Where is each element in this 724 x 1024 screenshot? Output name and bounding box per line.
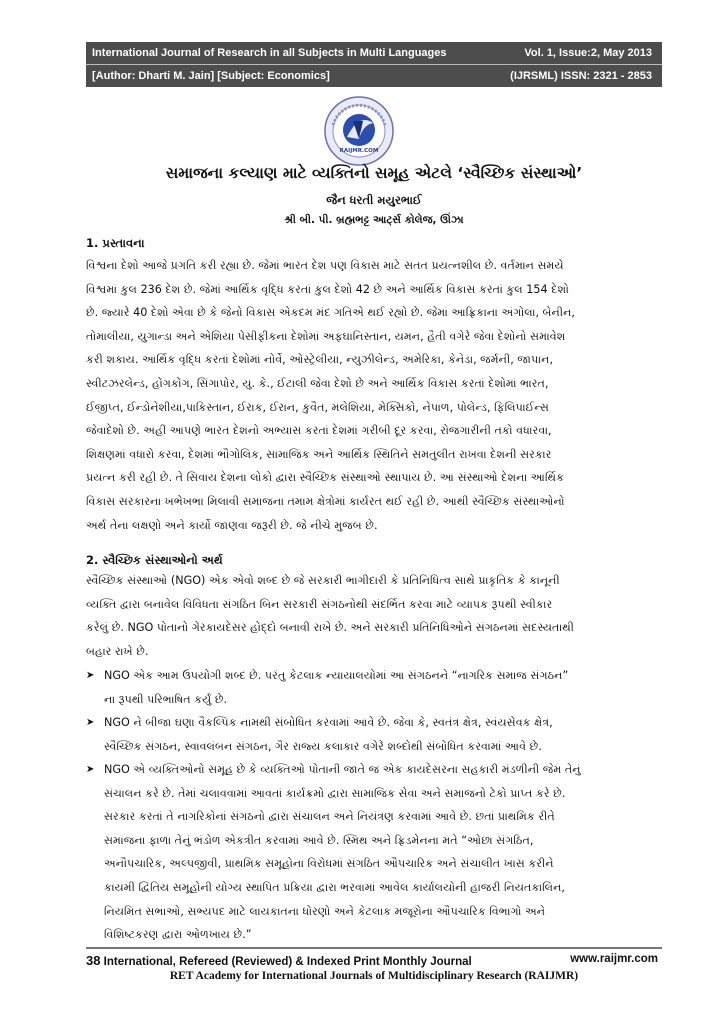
raijmr-seal-logo-icon: [323, 95, 395, 167]
text-line: [86, 711, 662, 735]
line-text: ઈજીપ્ત, ઈન્ડોનેશીયા,પાકિસ્તાન, ઈરાક, ઈરાન, કુવૈત, મલેશિયા, મેક્સિકો, નેપાળ, પોલેન્ડ, ફિલિપાઈન્સ: [86, 400, 549, 414]
page-number: 38: [86, 953, 101, 968]
bullet-arrow-icon: ➤: [86, 670, 95, 681]
text-line: [86, 419, 662, 443]
logo-text: RAIJMR.COM: [339, 148, 379, 154]
journal-header-banner: [86, 42, 662, 87]
journal-name: International Journal of Research in all Subjects in Multi Languages: [92, 47, 447, 59]
line-text: ના રૂપથી પરિભાષિત કર્યું છે.: [104, 692, 228, 706]
bullet-item: [86, 758, 662, 947]
text-line: [86, 301, 662, 325]
text-line: [86, 348, 662, 372]
section-heading-meaning: 2. સ્વૈચ્છિક સંસ્થાઓનો અર્થ: [86, 553, 223, 567]
paper-author: જૈન ધરતી મયુરભાઈ: [326, 193, 422, 207]
text-line: [86, 829, 662, 853]
text-line: [86, 569, 662, 593]
line-text: સ્વૈચ્છિક સંગઠન, સ્વાવલંબન સંગઠન, ગૈર રાજ્ય કલાકાર વગેરે શબ્દોથી સંબોધિત કરવામાં આવે છે.: [104, 739, 542, 753]
issn: (IJRSML) ISSN: 2321 - 2853: [510, 70, 652, 82]
meaning-paragraph: [86, 569, 662, 663]
line-text: છે. જ્યારે 40 દેશો એવા છે કે જેનો વિકાસ એકદમ મંદ ગતિએ થઈ રહ્યો છે. જેમાં આફ્રિકાના અંગોલા, બેનીન,: [86, 306, 575, 320]
text-line: [86, 852, 662, 876]
line-text: કાયમી દ્વિતિય સમૂહોની યોગ્ય સ્થાપિત પ્રક્રિયા દ્વારા ભરવામાં આવેલ કાર્યાલયોની હાજરી નિયતકાલિન,: [104, 880, 565, 894]
line-text: વ્યક્તિ દ્વારા બનાવેલ વિવિધતા સંગઠિત બિન સરકારી સંગઠનોથી સંદર્ભિત કરવા માટે વ્યાપક રૂપથી સ્વીકાર: [86, 597, 553, 611]
text-line: [86, 640, 662, 664]
line-text: વિશ્વના દેશો આજે પ્રગતિ કરી રહ્યા છે. જેમાં ભારત દેશ પણ વિકાસ માટે સતત પ્રયત્નશીલ છે. વર્તમાન સમયે: [86, 259, 564, 272]
footer-journal-line: [86, 953, 662, 968]
footer-divider: [86, 947, 662, 949]
line-text: વિશિષ્ટકરણ દ્વારા ઓળખાય છે.”: [104, 928, 252, 942]
section-heading-introduction: 1. પ્રસ્તાવના: [86, 236, 145, 250]
line-text: NGO એક આમ ઉપયોગી શબ્દ છે. પરંતુ કેટલાક ન્યાયાલયોમાં આ સંગઠનને “નાગરિક સમાજ સંગઠન”: [104, 669, 569, 682]
line-text: પ્રયત્ન કરી રહી છે. તે સિવાય દેશના લોકો દ્વારા સ્વૈચ્છિક સંસ્થાઓ સ્થાપાય છે. આ સંસ્થાઓ દેશના આર્થિક: [86, 471, 565, 485]
text-line: [86, 254, 662, 278]
text-line: [86, 443, 662, 467]
line-text: કરી શકાય. આર્થિક વૃદ્ધિ કરતાં દેશોમાં નોર્વે, ઓસ્ટ્રેલીયા, ન્યુઝીલેન્ડ, અમેરિકા, કેનેડા, જર્મની, જાપાન,: [86, 353, 554, 367]
line-text: સ્વૈચ્છિક સંસ્થાઓ (NGO) એક એવો શબ્દ છે જે સરકારી ભાગીદારી કે પ્રતિનિધિત્વ સાથે પ્રાકૃતિક કે કાનૂની: [86, 574, 560, 587]
text-line: [86, 372, 662, 396]
text-line: [86, 490, 662, 514]
text-line: [86, 278, 662, 302]
text-line: [86, 593, 662, 617]
line-text: જેવાદેશો છે. અહીં આપણે ભારત દેશનો અભ્યાસ કરતાં દેશમાં ગરીબી દૂર કરવા, રોજગારીની તકો વધારવા,: [86, 424, 552, 438]
text-line: [86, 325, 662, 349]
paper-title: સમાજના કલ્યાણ માટે વ્યક્તિનો સમૂહ એટલે ‘સ્વૈચ્છિક સંસ્થાઓ’: [165, 164, 583, 182]
line-text: સ્વીટઝરલેન્ડ, હોંગકોંગ, સિંગાપોર, યુ. કે., ઈટાલી જેવા દેશો છે અને આર્થિક વિકાસ કરતાં દેશોમાં ભારત,: [86, 376, 549, 390]
line-text: બહાર રાખે છે.: [86, 644, 149, 658]
bullet-arrow-icon: ➤: [86, 764, 95, 775]
header-divider: [86, 64, 662, 65]
line-text: સરકાર કરતાં તે નાગરિકોનાં સંગઠનો દ્વારા સંચાલન અને નિયંત્રણ કરવામાં આવે છે. છતાં પ્રાથમિક રીતે: [104, 810, 555, 824]
bullet-item: [86, 664, 662, 711]
line-text: અર્થ તેના લક્ષણો અને કાર્યો જાણવા જરૂરી છે. જે નીચે મુજબ છે.: [86, 518, 378, 532]
text-line: [86, 735, 662, 759]
footer-journal-text: International, Refereed (Reviewed) & Indexed Print Monthly Journal: [103, 956, 472, 968]
text-line: [86, 782, 662, 806]
text-line: [86, 876, 662, 900]
line-text: તોમાલીયા, યુગાન્ડા અને એશિયા પેસીફીકના દેશોમાં અફઘાનિસ્તાન, યમન, હૈતી વગેરે જેવા દેશોનો સમાવેશ: [86, 329, 566, 343]
line-text: વિકાસ સરકારના ખભેખભા મિલાવી સમાજના તમામ ક્ષેત્રોમાં કાર્યરત થઈ રહી છે. આથી સ્વૈચ્છિક સંસ્થાઓનો: [86, 494, 565, 508]
text-line: [86, 758, 662, 782]
text-line: [86, 514, 662, 538]
text-line: [86, 396, 662, 420]
author-affiliation: શ્રી બી. પી. બ્રહ્મભટ્ટ આર્ટ્સ કોલેજ, ઊંઝા: [284, 214, 464, 226]
text-line: [86, 664, 662, 688]
line-text: સમાજના ફાળા તેનું ભંડોળ એકત્રીત કરવામાં આવે છે. સ્મિથ અને ફ્રિડમેનના મતે “ઓછા સંગઠિત,: [104, 833, 534, 847]
footer-url: www.raijmr.com: [570, 953, 658, 965]
text-line: [86, 688, 662, 712]
text-line: [86, 466, 662, 490]
text-line: [86, 805, 662, 829]
text-line: [86, 923, 662, 947]
footer-publisher: RET Academy for International Journals of Multidisciplinary Research (RAIJMR): [169, 970, 579, 982]
volume-issue: Vol. 1, Issue:2, May 2013: [524, 47, 652, 59]
line-text: NGO એ વ્યક્તિઓનો સમૂહ છે કે વ્યક્તિઓ પોતાની જાતે જ એક કાયદેસરના સહકારી મંડળીની જેમ તેનું: [104, 763, 581, 776]
line-text: કરેલું છે. NGO પોતાનો ગેરકાયદેસર હોદ્દો બનાવી રાખે છે. અને સરકારી પ્રતિનિધિઓને સંગઠનમાં સદસ્યતાથી: [86, 621, 574, 635]
line-text: શિક્ષણમાં વધારો કરવા, દેશમાં ભૌગોલિક, સામાજિક અને આર્થિક સ્થિતિને સમતુલીત રાખવા દેશની સરકાર: [86, 447, 552, 461]
line-text: વિશ્વમાં કુલ 236 દેશ છે. જેમાં આર્થિક વૃદ્ધિ કરતાં કુલ દેશો 42 છે અને આર્થિક વિકાસ કરતાં કુલ 154 દેશો: [86, 282, 569, 296]
text-line: [86, 900, 662, 924]
line-text: સંચાલન કરે છે. તેમાં ચલાવવામાં આવતાં કાર્યક્રમો દ્વારા સામાજિક સેવા અને સમાજનો ટેકો પ્રાપ્ત કરે છે.: [104, 786, 566, 800]
bullet-arrow-icon: ➤: [86, 717, 95, 728]
text-line: [86, 616, 662, 640]
line-text: નિયમિત સભાઓ, સભ્યપદ માટે લાયકાતના ધોરણો અને કેટલાક મજૂરોના ઔપચારિક વિભાગો અને: [104, 904, 546, 918]
author-subject: [Author: Dharti M. Jain] [Subject: Economics]: [92, 70, 330, 82]
bullet-item: [86, 711, 662, 758]
line-text: અનૌપચારિક, અલ્પજીવી, પ્રાથમિક સમૂહોના વિરોધમાં સંગઠિત ઔપચારિક અને સંચાલીત ખાસ કરીને: [104, 857, 554, 871]
line-text: NGO ને બીજા ઘણા વૈકલ્પિક નામથી સંબોધિત કરવામાં આવે છે. જેવા કે, સ્વતંત્ર ક્ષેત્ર, સ્વંયસેવક ક્ષેત્ર,: [104, 716, 553, 729]
introduction-paragraph: [86, 254, 662, 537]
